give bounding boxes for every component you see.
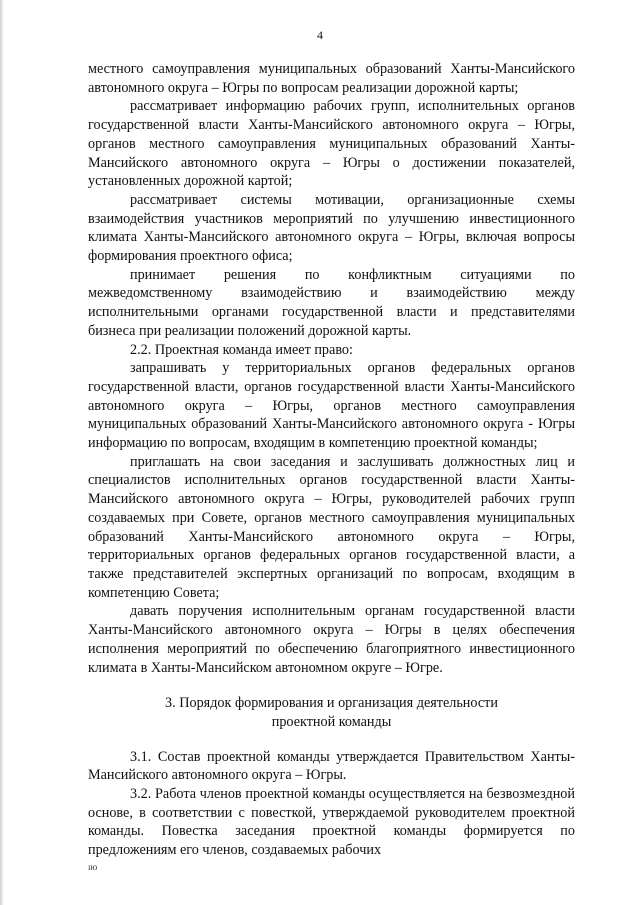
section-heading-line: 3. Порядок формирования и организация деятельности bbox=[165, 695, 498, 712]
section-heading bbox=[88, 694, 575, 731]
clause-heading-2-2: 2.2. Проектная команда имеет право: bbox=[130, 341, 353, 358]
document-body bbox=[88, 60, 575, 860]
paragraph: давать поручения исполнительным органам государственной власти Ханты-Мансийского автономного округа – Югры в целях обеспечения исполнения мероприятий по обеспечению благоприятного инвестиционного климата в Ханты-Мансийском автономном округе – Югре. bbox=[88, 603, 575, 676]
paragraph: рассматривает системы мотивации, организационные схемы взаимодействия участников мероприятий по улучшению инвестиционного климата Ханты-Мансийского автономного округа – Югры, включая вопросы формирования проектного офиса; bbox=[88, 191, 575, 265]
paragraph-continuation: местного самоуправления муниципальных образований Ханты-Мансийского автономного округа – Югры по вопросам реализации дорожной карты; bbox=[88, 61, 575, 96]
paragraph: 3.2. Работа членов проектной команды осуществляется на безвозмездной основе, в соответствии с повесткой, утверждаемой руководителем проектной команды. Повестка заседания проектной команды формируется по предложениям его членов, создаваемых рабочих bbox=[88, 786, 575, 859]
paragraph: 3.1. Состав проектной команды утверждается Правительством Ханты-Мансийского автономного округа – Югры. bbox=[88, 748, 575, 784]
section-heading-line: проектной команды bbox=[271, 713, 392, 730]
paragraph: запрашивать у территориальных органов федеральных органов государственной власти, органов государственной власти Ханты-Мансийского автономного округа – Югры, органов местного самоуправления муниципальных образований Ханты-Мансийского автономного округа - Югры информацию по вопросам, входящим в компетенцию проектной команды; bbox=[88, 360, 575, 452]
scan-edge-shadow bbox=[0, 0, 4, 905]
paragraph: приглашать на свои заседания и заслушивать должностных лиц и специалистов исполнительных органов государственной власти Ханты-Мансийского автономного округа – Югры, руководителей рабочих групп создаваемых при Совете, органов местного самоуправления муниципальных образований Ханты-Мансийского автономного округа – Югры, территориальных органов федеральных органов государственной власти, а также представителей экспертных организаций по вопросам, входящим в компетенцию Совета; bbox=[88, 453, 575, 601]
footer-mark: ıю bbox=[88, 862, 98, 872]
paragraph: принимает решения по конфликтным ситуациями по межведомственному взаимодействию и взаимодействию между исполнительными органами государственной власти и представителями бизнеса при реализации положений дорожной карты. bbox=[88, 266, 575, 339]
page-number: 4 bbox=[317, 28, 323, 42]
paragraph: рассматривает информацию рабочих групп, исполнительных органов государственной власти Ханты-Мансийского автономного округа – Югры, органов местного самоуправления муниципальных образований Ханты-Мансийского автономного округа – Югры о достижении показателей, установленных дорожной картой; bbox=[88, 98, 575, 190]
